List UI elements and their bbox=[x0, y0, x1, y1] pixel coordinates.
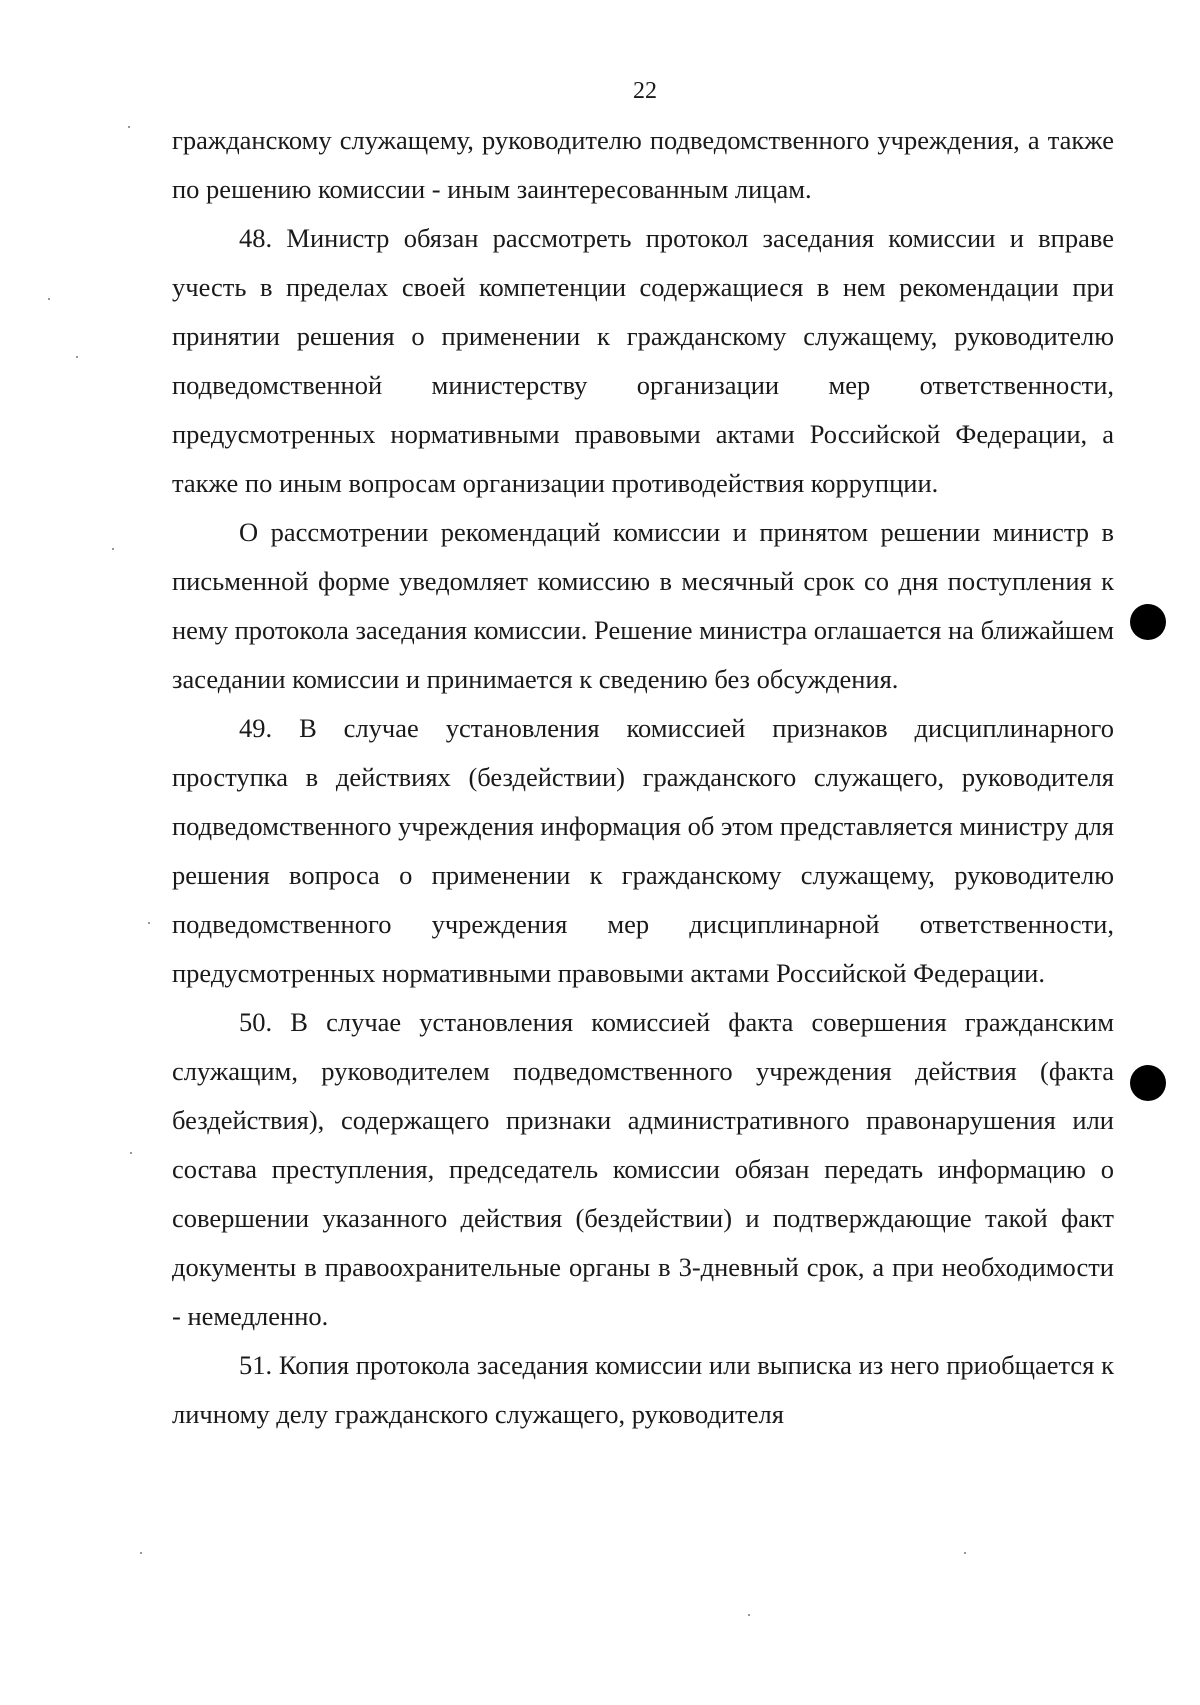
paragraph-51: 51. Копия протокола заседания комиссии или выписка из него приобщается к личному делу гражданского служащего, руководителя bbox=[172, 1350, 1114, 1429]
document-body bbox=[172, 116, 1114, 1439]
paragraph-50: 50. В случае установления комиссией факта совершения гражданским служащим, руководителем подведомственного учреждения действия (факта бездействия), содержащего признаки административного правонарушения или состава преступления, председатель комиссии обязан передать информацию о совершении указанного действия (бездействии) и подтверждающие такой факт документы в правоохранительные органы в 3-дневный срок, а при необходимости - немедленно. bbox=[172, 1007, 1114, 1331]
paragraph-48-notification: О рассмотрении рекомендаций комиссии и принятом решении министр в письменной форме уведомляет комиссию в месячный срок со дня поступления к нему протокола заседания комиссии. Решение министра оглашается на ближайшем заседании комиссии и принимается к сведению без обсуждения. bbox=[172, 517, 1114, 694]
paragraph-48: 48. Министр обязан рассмотреть протокол заседания комиссии и вправе учесть в пределах своей компетенции содержащиеся в нем рекомендации при принятии решения о применении к гражданскому служащему, руководителю подведомственной министерству организации мер ответственности, предусмотренных нормативными правовыми актами Российской Федерации, а также по иным вопросам организации противодействия коррупции. bbox=[172, 223, 1114, 498]
scan-speck bbox=[748, 1614, 750, 1616]
scan-speck bbox=[130, 1152, 132, 1154]
page-number: 22 bbox=[633, 78, 657, 104]
scan-speck bbox=[48, 298, 50, 300]
scan-speck bbox=[76, 356, 78, 358]
scan-speck bbox=[112, 548, 114, 550]
paragraph-49: 49. В случае установления комиссией признаков дисциплинарного проступка в действиях (бездействии) гражданского служащего, руководителя подведомственного учреждения информация об этом представляется министру для решения вопроса о применении к гражданскому служащему, руководителю подведомственного учреждения мер дисциплинарной ответственности, предусмотренных нормативными правовыми актами Российской Федерации. bbox=[172, 713, 1114, 988]
paragraph-continuation: гражданскому служащему, руководителю подведомственного учреждения, а также по решению комиссии - иным заинтересованным лицам. bbox=[172, 125, 1114, 204]
punch-hole-mark bbox=[1130, 1065, 1166, 1101]
scan-speck bbox=[128, 126, 130, 128]
scan-speck bbox=[148, 922, 150, 924]
punch-hole-mark bbox=[1130, 604, 1166, 640]
scan-speck bbox=[140, 1552, 142, 1554]
scan-speck bbox=[964, 1552, 966, 1554]
